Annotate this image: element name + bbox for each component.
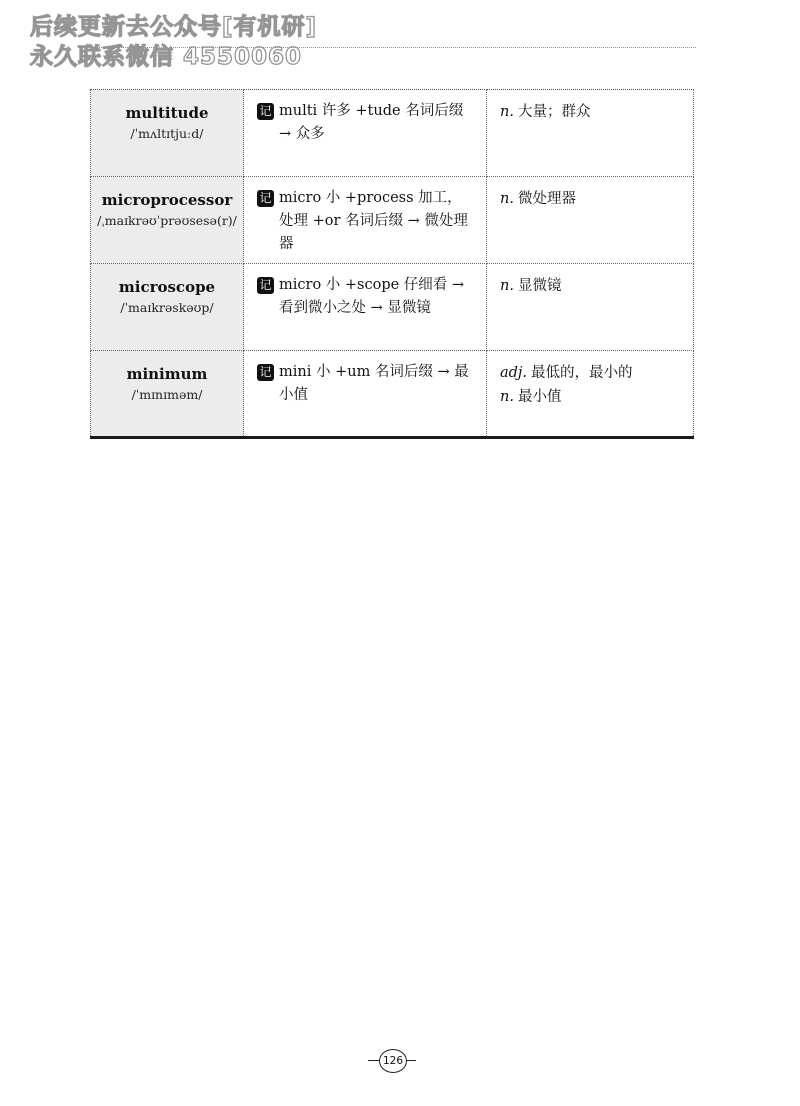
definition [500,274,685,298]
memo-cell [244,264,487,351]
memo-text: micro 小 +process 加工，处理 +or 名词后缀 → 微处理器 [279,190,468,252]
memo-text: micro 小 +scope 仔细看 → 看到微小之处 → 显微镜 [279,277,465,316]
part-of-speech: adj. [500,365,528,381]
definition-cell [487,177,694,264]
headword: multitude [125,104,209,122]
definition-cell [487,351,694,438]
part-of-speech: n. [500,278,514,294]
definition [500,361,685,385]
header-divider [90,47,696,48]
memo-icon: 记 [257,277,274,294]
vocabulary-table [90,89,694,439]
watermark-line-1: 后续更新去公众号[有机研] [30,14,318,40]
definition [500,187,685,211]
meaning: 显微镜 [517,278,562,294]
headword: minimum [126,365,208,383]
memo-text: mini 小 +um 名词后缀 → 最小值 [279,364,469,403]
page-number: 126 [379,1049,407,1073]
meaning: 微处理器 [517,191,576,207]
table-row [91,177,694,264]
meaning: 大量；群众 [517,104,591,120]
word-cell [91,351,244,438]
definition [500,385,685,409]
table-row [91,90,694,177]
memo-icon: 记 [257,103,274,120]
phonetic: /ˌmaɪkrəʊˈprəʊsesə(r)/ [97,213,237,228]
definition [500,100,685,124]
meaning: 最小值 [517,389,562,405]
part-of-speech: n. [500,191,514,207]
watermark-line-2: 永久联系微信 4550060 [30,44,303,70]
definition-cell [487,264,694,351]
phonetic: /ˈmʌltɪtjuːd/ [130,126,204,141]
table-row [91,264,694,351]
part-of-speech: n. [500,104,514,120]
memo-icon: 记 [257,190,274,207]
memo-cell [244,351,487,438]
phonetic: /ˈmaɪkrəskəʊp/ [120,300,214,315]
meaning: 最低的，最小的 [531,365,633,381]
table-row [91,351,694,438]
headword: microprocessor [101,191,233,209]
memo-cell [244,90,487,177]
part-of-speech: n. [500,389,514,405]
memo-cell [244,177,487,264]
memo-icon: 记 [257,364,274,381]
headword: microscope [118,278,216,296]
phonetic: /ˈmɪnɪməm/ [131,387,203,402]
word-cell [91,264,244,351]
definition-cell [487,90,694,177]
memo-text: multi 许多 +tude 名词后缀 → 众多 [279,103,464,142]
word-cell [91,90,244,177]
word-cell [91,177,244,264]
